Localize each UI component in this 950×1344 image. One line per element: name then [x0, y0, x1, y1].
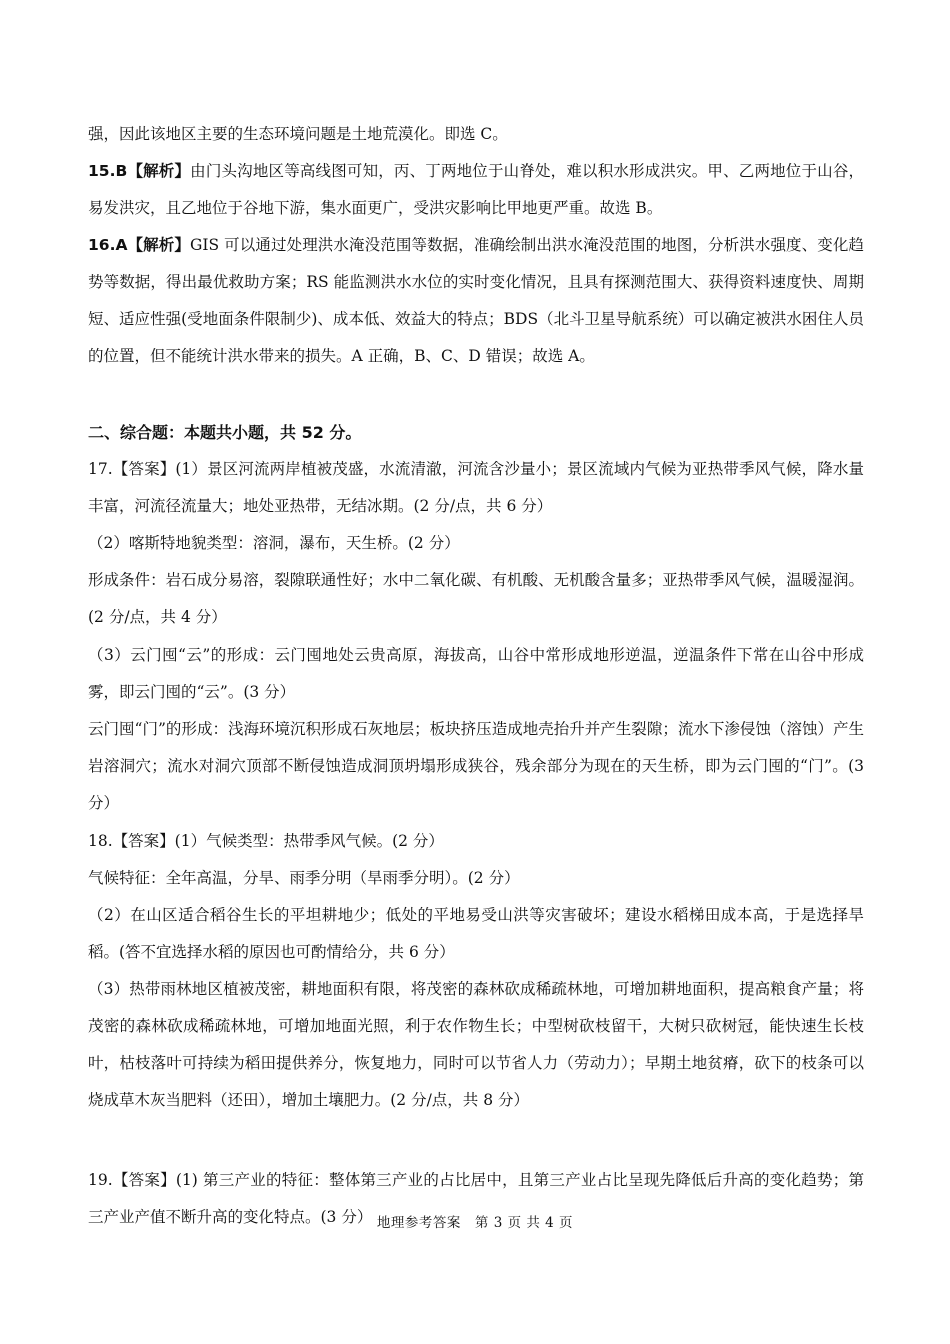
q16-answer: [88, 227, 864, 375]
q15-answer: [88, 153, 864, 227]
q16-text: GIS 可以通过处理洪水淹没范围等数据，准确绘制出洪水淹没范围的地图，分析洪水强度、变化趋势等数据，得出最优救助方案；RS 能监测洪水水位的实时变化情况，且具有探测范围大、获得资料速度快、周期短、适应性强(受地面条件限制少)、成本低、效益大的特点；BDS（北斗卫星导航系统）可以确定被洪水困住人员的位置，但不能统计洪水带来的损失。A 正确，B、C、D 错误；故选 A。: [88, 236, 864, 365]
q16-label: 16.A【解析】: [88, 236, 190, 254]
q15-text: 由门头沟地区等高线图可知，丙、丁两地位于山脊处，难以积水形成洪灾。甲、乙两地位于山谷，易发洪灾，且乙地位于谷地下游，集水面更广，受洪灾影响比甲地更严重。故选 B。: [88, 162, 864, 217]
q17-part3-gate: 云门囤“门”的形成：浅海环境沉积形成石灰地层；板块挤压造成地壳抬升并产生裂隙；流水下渗侵蚀（溶蚀）产生岩溶洞穴；流水对洞穴顶部不断侵蚀造成洞顶坍塌形成狭谷，残余部分为现在的天生桥，即为云门囤的“门”。(3 分）: [88, 720, 864, 812]
section-2-heading: 二、综合题：本题共小题，共 52 分。: [88, 423, 362, 442]
q18-part2: （2）在山区适合稻谷生长的平坦耕地少；低处的平地易受山洪等灾害破坏；建设水稻梯田成本高，于是选择旱稻。(答不宜选择水稻的原因也可酌情给分，共 6 分）: [88, 906, 864, 961]
q15-label: 15.B【解析】: [88, 162, 191, 180]
q14-tail-text: 强，因此该地区主要的生态环境问题是土地荒漠化。即选 C。: [88, 125, 508, 143]
q14-answer-tail: [88, 116, 864, 153]
q17-label: 17.【答案】: [88, 460, 176, 478]
q17-answer-1: (1）景区河流两岸植被茂盛，水流清澈，河流含沙量小；景区流域内气候为亚热带季风气候，降水量丰富，河流径流量大；地处亚热带，无结冰期。(2 分/点，共 6 分）: [88, 460, 864, 515]
q18-label: 18.【答案】: [88, 832, 175, 850]
q17-part2: （2）喀斯特地貌类型：溶洞，瀑布，天生桥。(2 分）: [88, 534, 460, 552]
q19-label: 19.【答案】: [88, 1171, 176, 1189]
q17-part2-conditions: 形成条件：岩石成分易溶，裂隙联通性好；水中二氧化碳、有机酸、无机酸含量多；亚热带季风气候，温暖湿润。(2 分/点，共 4 分）: [88, 571, 864, 626]
q18-answer-1: (1）气候类型：热带季风气候。(2 分）: [174, 832, 444, 850]
q18-part1-features: 气候特征：全年高温，分旱、雨季分明（旱雨季分明）。(2 分）: [88, 869, 520, 887]
q18-part1: [88, 823, 864, 860]
q17-part1: [88, 451, 864, 525]
q17-part3-cloud: （3）云门囤“云”的形成：云门囤地处云贵高原，海拔高，山谷中常形成地形逆温，逆温条件下常在山谷中形成雾，即云门囤的“云”。(3 分）: [88, 646, 864, 701]
q19-answer-1: (1) 第三产业的特征：整体第三产业的占比居中，且第三产业占比呈现先降低后升高的变化趋势；第三产业产值不断升高的变化特点。(3 分）: [88, 1171, 864, 1226]
page-footer: 地理参考答案 第 3 页 共 4 页: [376, 1215, 574, 1231]
q18-part3: （3）热带雨林地区植被茂密，耕地面积有限，将茂密的森林砍成稀疏林地，可增加耕地面积，提高粮食产量；将茂密的森林砍成稀疏林地，可增加地面光照，利于农作物生长；中型树砍枝留干，大树只砍树冠，能快速生长枝叶，枯枝落叶可持续为稻田提供养分，恢复地力，同时可以节省人力（劳动力）；早期土地贫瘠，砍下的枝条可以烧成草木灰当肥料（还田），增加土壤肥力。(2 分/点，共 8 分）: [88, 980, 864, 1109]
